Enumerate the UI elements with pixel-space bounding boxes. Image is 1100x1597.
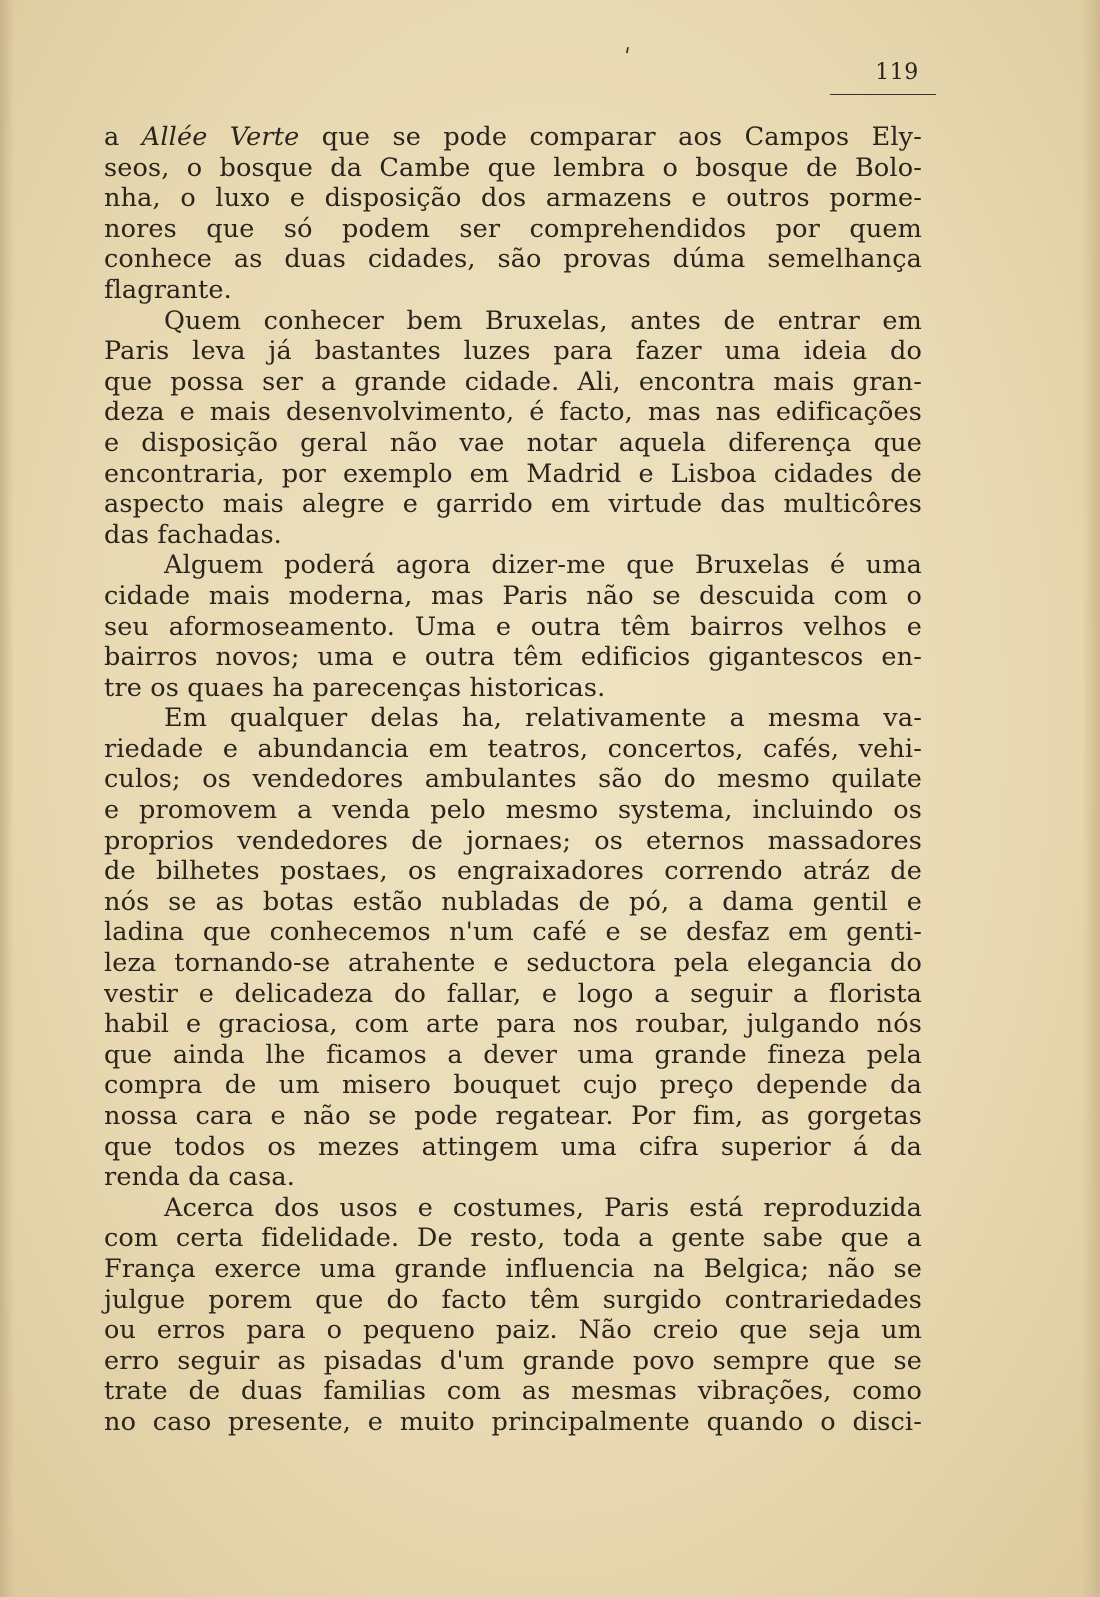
text-line: que todos os mezes attingem uma cifra superior á da <box>104 1131 922 1162</box>
page-number: 119 <box>875 60 919 85</box>
paragraph-first-line: Alguem poderá agora dizer-me que Bruxelas é uma <box>164 550 922 581</box>
text-line: renda da casa. <box>104 1162 295 1193</box>
text-line: culos; os vendedores ambulantes são do mesmo quilate <box>104 764 922 795</box>
text-line: nós se as botas estão nubladas de pó, a dama gentil e <box>104 886 922 917</box>
text-line: habil e graciosa, com arte para nos roubar, julgando nós <box>104 1009 922 1040</box>
text-line: Paris leva já bastantes luzes para fazer uma ideia do <box>104 336 922 367</box>
text-line: julgue porem que do facto têm surgido contrariedades <box>104 1284 922 1315</box>
text-line: ladina que conhecemos n'um café e se desfaz em genti- <box>104 917 922 948</box>
paragraph-first-line: Em qualquer delas ha, relativamente a mesma va- <box>164 703 922 734</box>
text-line: França exerce uma grande influencia na Belgica; não se <box>104 1253 922 1284</box>
text-line: deza e mais desenvolvimento, é facto, mas nas edificações <box>104 397 922 428</box>
body-text <box>104 122 922 1438</box>
text-line: seos, o bosque da Cambe que lembra o bosque de Bolo- <box>104 152 922 183</box>
text-line: que ainda lhe ficamos a dever uma grande fineza pela <box>104 1039 922 1070</box>
text-line: nha, o luxo e disposição dos armazens e outros porme- <box>104 183 922 214</box>
text-line: das fachadas. <box>104 519 282 550</box>
text-line: cidade mais moderna, mas Paris não se descuida com o <box>104 580 922 611</box>
text-line: no caso presente, e muito principalmente quando o disci- <box>104 1406 922 1437</box>
text-line: aspecto mais alegre e garrido em virtude das multicôres <box>104 489 922 520</box>
text-line: riedade e abundancia em teatros, concertos, cafés, vehi- <box>104 733 922 764</box>
text-line: compra de um misero bouquet cujo preço depende da <box>104 1070 922 1101</box>
text-line: erro seguir as pisadas d'um grande povo sempre que se <box>104 1345 922 1376</box>
paragraph-first-line: Quem conhecer bem Bruxelas, antes de entrar em <box>164 305 922 336</box>
text-line: seu aformoseamento. Uma e outra têm bairros velhos e <box>104 611 922 642</box>
text-line: e disposição geral não vae notar aquela diferença que <box>104 427 922 458</box>
text-line: vestir e delicadeza do fallar, e logo a seguir a florista <box>104 978 922 1009</box>
text-line: que possa ser a grande cidade. Ali, encontra mais gran- <box>104 366 922 397</box>
text-line: tre os quaes ha parecenças historicas. <box>104 672 606 703</box>
text-line: nossa cara e não se pode regatear. Por fim, as gorgetas <box>104 1101 922 1131</box>
text-line: proprios vendedores de jornaes; os eternos massadores <box>104 825 922 856</box>
page-edge-shadow-left <box>0 0 14 1597</box>
paragraph-first-line: Acerca dos usos e costumes, Paris está reproduzida <box>164 1192 922 1223</box>
text-line: e promovem a venda pelo mesmo systema, incluindo os <box>104 795 922 826</box>
text-line: bairros novos; uma e outra têm edificios gigantescos en- <box>104 642 922 673</box>
text-line: de bilhetes postaes, os engraixadores correndo atráz de <box>104 856 922 887</box>
italic-place-name: Allée Verte <box>141 122 300 152</box>
text-line: conhece as duas cidades, são provas dúma semelhança <box>104 244 922 275</box>
text-line <box>104 122 922 153</box>
ink-mark: ' <box>620 43 632 70</box>
text-line: com certa fidelidade. De resto, toda a gente sabe que a <box>104 1223 922 1254</box>
text-line: trate de duas familias com as mesmas vibrações, como <box>104 1376 922 1407</box>
text-line: ou erros para o pequeno paiz. Não creio que seja um <box>104 1315 922 1346</box>
text-fragment: a <box>104 122 142 152</box>
text-fragment: que se pode comparar aos Campos Ely- <box>299 122 923 152</box>
text-line: leza tornando-se atrahente e seductora pela elegancia do <box>104 948 922 979</box>
text-line: flagrante. <box>104 274 232 305</box>
text-line: nores que só podem ser comprehendidos por quem <box>104 213 922 244</box>
page-number-rule <box>830 94 936 95</box>
page-edge-shadow-right <box>1082 0 1100 1597</box>
text-line: encontraria, por exemplo em Madrid e Lisboa cidades de <box>104 458 922 489</box>
